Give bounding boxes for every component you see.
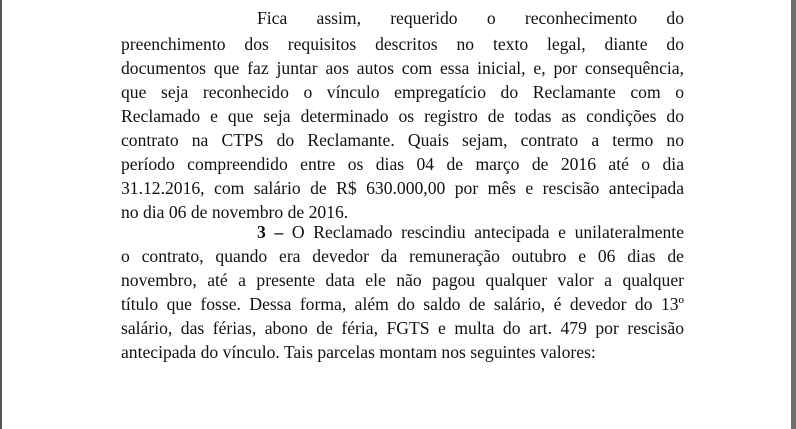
paragraph-2-line-1-text: O Reclamado rescindiu antecipada e unilateralmente: [283, 222, 684, 242]
paragraph-1-line-9: no dia 06 de novembro de 2016.: [121, 202, 349, 222]
paragraph-1-line-8: 31.12.2016, com salário de R$ 630.000,00 por mês e rescisão antecipada: [121, 178, 684, 198]
paragraph-2-line-5: salário, das férias, abono de féria, FGTS e multa do art. 479 por rescisão: [121, 318, 684, 338]
paragraph-2-line-2: o contrato, quando era devedor da remuneração outubro e 06 dias de: [121, 246, 684, 266]
paragraph-1-line-7: período compreendido entre os dias 04 de março de 2016 até o dia: [121, 154, 684, 174]
paragraph-2-line-3: novembro, até a presente data ele não pagou qualquer valor a qualquer: [121, 270, 684, 290]
paragraph-1-line-4: que seja reconhecido o vínculo empregatício do Reclamante com o: [121, 82, 684, 102]
paragraph-2-line-6: antecipada do vínculo. Tais parcelas montam nos seguintes valores:: [121, 342, 596, 362]
paragraph-1-line-6: contrato na CTPS do Reclamante. Quais sejam, contrato a termo no: [121, 130, 684, 150]
paragraph-2-line-4: título que fosse. Dessa forma, além do saldo de salário, é devedor do 13º: [121, 294, 684, 314]
paragraph-1-line-1: Fica assim, requerido o reconhecimento do: [257, 8, 684, 28]
page-right-border: [791, 0, 796, 429]
item-number: 3 –: [257, 222, 284, 242]
paragraph-2-line-1: [257, 220, 684, 244]
paragraph-1-line-2: preenchimento dos requisitos descritos no texto legal, diante do: [121, 34, 684, 54]
page-left-border: [0, 0, 2, 429]
paragraph-1-line-5: Reclamado e que seja determinado os registro de todas as condições do: [121, 106, 684, 126]
paragraph-1-line-3: documentos que faz juntar aos autos com essa inicial, e, por consequência,: [121, 58, 684, 78]
